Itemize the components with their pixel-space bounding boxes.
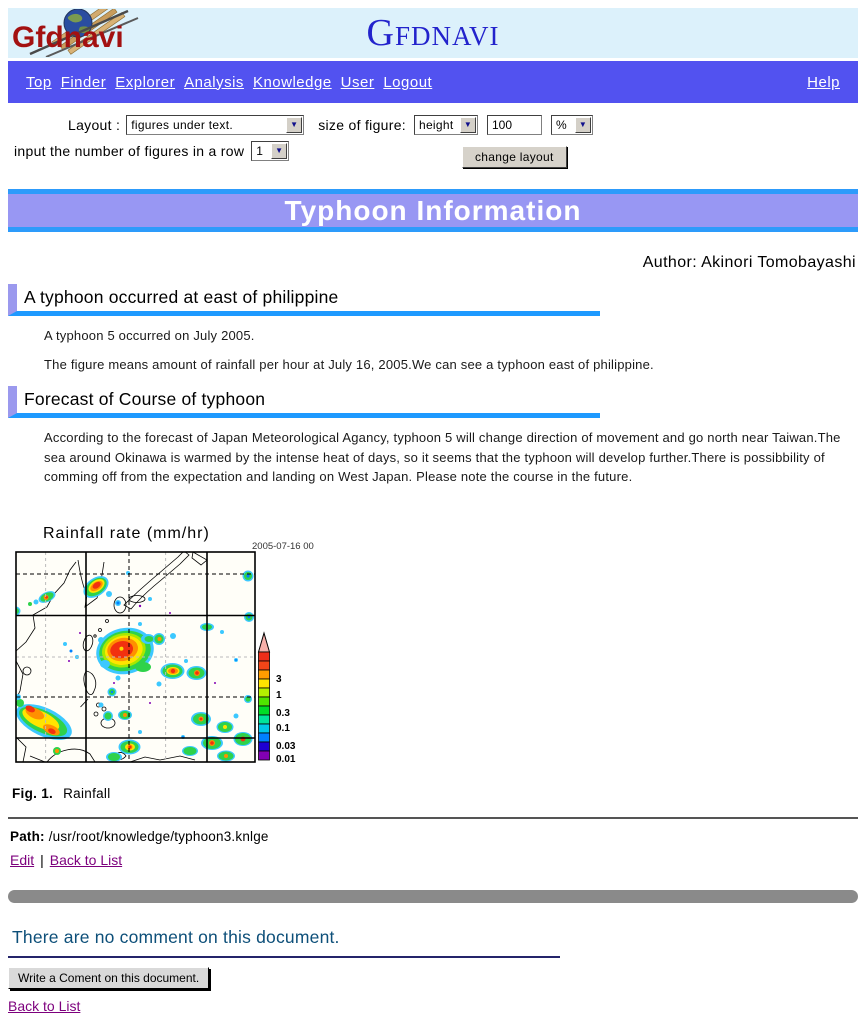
nav-item-user[interactable]: User <box>340 73 375 91</box>
colorbar-overflow-arrow <box>259 633 270 652</box>
size-of-figure-label: size of figure: <box>318 117 406 133</box>
section-divider-bar <box>8 890 858 903</box>
plot-title: Rainfall rate (mm/hr) <box>43 524 210 542</box>
colorbar-tick: 3 <box>276 673 282 685</box>
layout-controls <box>8 115 858 173</box>
figure-caption-label: Fig. 1. <box>12 785 54 801</box>
layout-select[interactable] <box>126 115 304 135</box>
author-name: Akinori Tomobayashi <box>701 254 856 271</box>
figure-caption <box>12 786 858 801</box>
layout-select-value: figures under text. <box>131 118 233 132</box>
section-paragraph: A typhoon 5 occurred on July 2005. <box>44 328 255 343</box>
colorbar-tick: 0.3 <box>276 707 290 719</box>
nav-item-analysis[interactable]: Analysis <box>184 73 244 91</box>
path-value: /usr/root/knowledge/typhoon3.knlge <box>48 828 269 844</box>
site-title: GFDNAVI <box>366 12 500 54</box>
section-forecast <box>8 386 858 487</box>
edit-link[interactable]: Edit <box>10 851 35 868</box>
layout-controls-row2 <box>14 141 858 161</box>
nav-item-knowledge[interactable]: Knowledge <box>252 73 332 91</box>
path-label: Path: <box>10 828 45 844</box>
masthead <box>8 8 858 58</box>
dropdown-arrow-icon[interactable]: ▼ <box>271 143 287 159</box>
rainfall-map-figure <box>10 513 350 767</box>
dimension-select[interactable] <box>414 115 478 135</box>
gfdnavi-logo[interactable] <box>10 9 170 57</box>
section-heading: A typhoon occurred at east of philippine <box>8 284 600 316</box>
no-comments-message: There are no comment on this document. <box>8 927 560 958</box>
colorbar-tick: 1 <box>276 689 282 701</box>
nav-item-logout[interactable]: Logout <box>383 73 433 91</box>
figures-per-row-select[interactable] <box>251 141 289 161</box>
colorbar-tick: 0.03 <box>276 740 296 752</box>
main-navigation <box>8 61 858 103</box>
gfdnavi-logo-image <box>10 9 170 57</box>
write-comment-button[interactable]: Write a Coment on this document. <box>8 967 209 989</box>
back-row <box>8 998 858 1014</box>
page-title: Typhoon Information <box>284 195 582 226</box>
author-label: Author: <box>642 254 698 271</box>
nav-item-explorer[interactable]: Explorer <box>115 73 176 91</box>
author-line <box>8 254 856 272</box>
document-links <box>10 852 858 868</box>
divider-line <box>8 817 858 819</box>
section-heading: Forecast of Course of typhoon <box>8 386 600 418</box>
section-typhoon-occurred <box>8 284 858 374</box>
dropdown-arrow-icon[interactable]: ▼ <box>575 117 591 133</box>
path-line <box>10 829 858 844</box>
dropdown-arrow-icon[interactable]: ▼ <box>286 117 302 133</box>
nav-item-finder[interactable]: Finder <box>60 73 107 91</box>
unit-select-value: % <box>555 118 567 132</box>
link-separator: | <box>40 851 44 868</box>
colorbar-tick: 0.01 <box>276 753 296 765</box>
figures-per-row-value: 1 <box>256 144 264 158</box>
figure-block <box>10 513 858 801</box>
figure-size-input[interactable] <box>487 115 542 135</box>
dimension-select-value: height <box>418 118 454 132</box>
nav-item-top[interactable]: Top <box>26 73 52 91</box>
section-paragraph: According to the forecast of Japan Meteorological Agancy, typhoon 5 will change direction of movement and go north near Taiwan.The sea around Okinawa is warmed by the intense heat of days, so it seems that the typhoon will develop further.There is possibbility of comming off from the expectation and landing on West Japan. Please note the course in the future. <box>44 430 841 484</box>
colorbar <box>259 633 296 765</box>
figures-per-row-label: input the number of figures in a row <box>14 143 245 159</box>
nav-item-help[interactable]: Help <box>807 73 840 91</box>
figure-caption-text: Rainfall <box>63 785 111 801</box>
colorbar-tick: 0.1 <box>276 722 290 734</box>
unit-select[interactable] <box>551 115 593 135</box>
back-to-list-link[interactable]: Back to List <box>49 851 123 868</box>
dropdown-arrow-icon[interactable]: ▼ <box>460 117 476 133</box>
layout-controls-row1 <box>68 115 858 135</box>
change-layout-button[interactable]: change layout <box>462 146 567 168</box>
logo-wordmark: Gfdnavi <box>12 21 124 54</box>
comment-actions <box>8 958 858 989</box>
layout-label: Layout : <box>68 117 121 133</box>
document-title-banner <box>8 189 858 232</box>
plot-timestamp: 2005-07-16 00 <box>252 540 314 552</box>
back-to-list-link-bottom[interactable]: Back to List <box>8 997 81 1014</box>
section-paragraph: The figure means amount of rainfall per hour at July 16, 2005.We can see a typhoon east of philippine. <box>44 357 654 372</box>
